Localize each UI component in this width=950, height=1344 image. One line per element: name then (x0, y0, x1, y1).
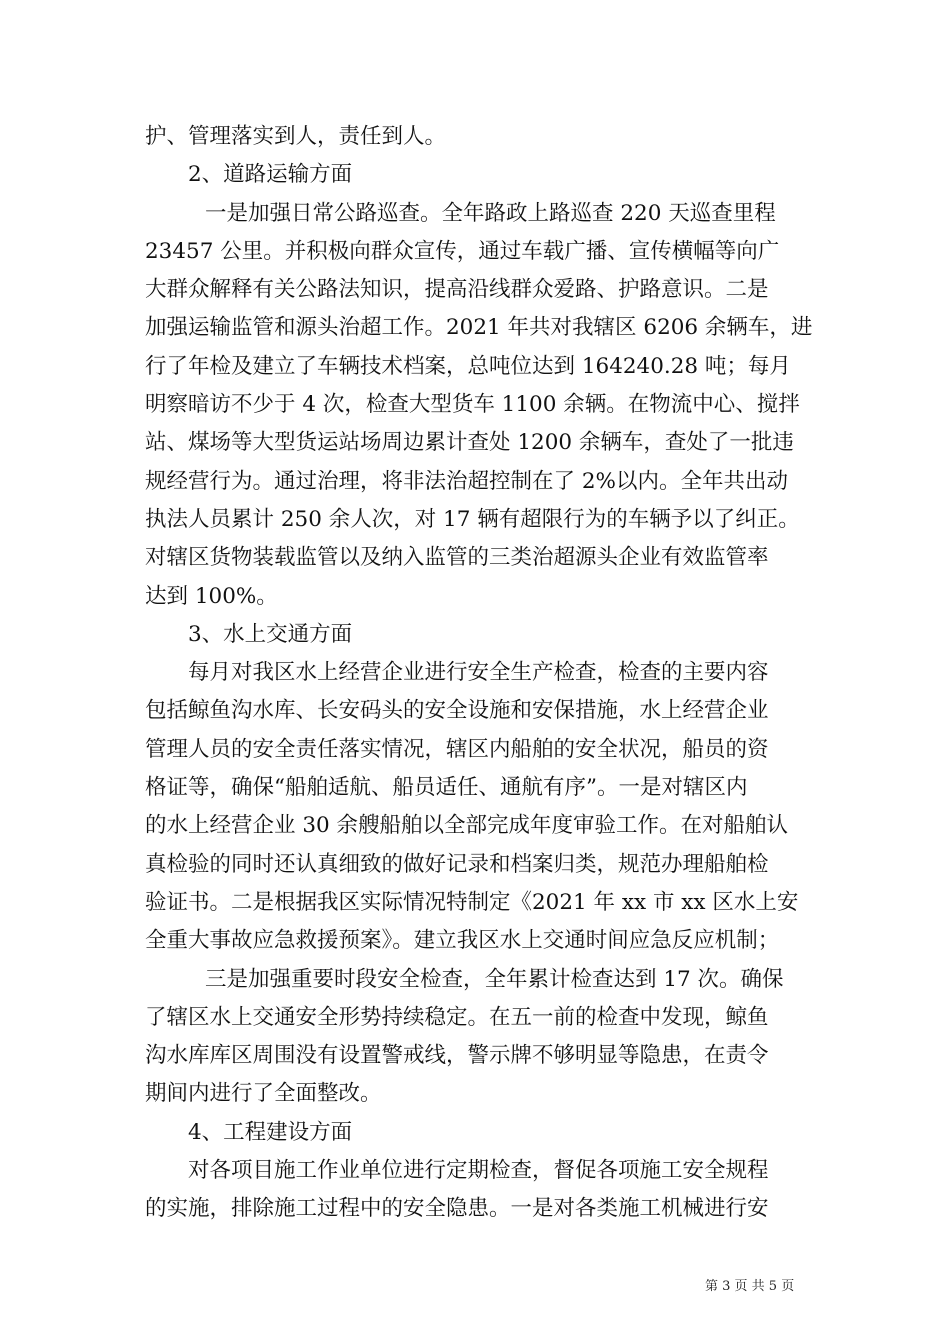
text-line: 真检验的同时还认真细致的做好记录和档案归类，规范办理船舶检 (145, 851, 769, 877)
text-line: 全重大事故应急救援预案》。建立我区水上交通时间应急反应机制； (145, 928, 780, 954)
page-number: 第 3 页 共 5 页 (705, 1279, 795, 1294)
text-line: 对辖区货物装载监管以及纳入监管的三类治超源头企业有效监管率 (145, 545, 769, 571)
text-line: 加强运输监管和源头治超工作。2021 年共对我辖区 6206 余辆车，进 (145, 315, 813, 341)
text-line: 的水上经营企业 30 余艘船舶以全部完成年度审验工作。在对船舶认 (145, 813, 789, 839)
text-line: 了辖区水上交通安全形势持续稳定。在五一前的检查中发现，鲸鱼 (145, 1004, 769, 1030)
section-heading-road-transport: 2、道路运输方面 (188, 162, 353, 188)
text-line: 验证书。二是根据我区实际情况特制定《2021 年 xx 市 xx 区水上安 (145, 889, 799, 915)
text-line: 大群众解释有关公路法知识，提高沿线群众爱路、护路意识。二是 (145, 277, 769, 303)
text-line: 期间内进行了全面整改。 (145, 1081, 382, 1107)
text-line: 23457 公里。并积极向群众宣传，通过车载广播、宣传横幅等向广 (145, 238, 780, 264)
text-line: 规经营行为。通过治理，将非法治超控制在了 2%以内。全年共出动 (145, 468, 788, 494)
text-line: 每月对我区水上经营企业进行安全生产检查，检查的主要内容 (188, 660, 769, 686)
text-line: 达到 100%。 (145, 583, 278, 609)
text-line: 护、管理落实到人，责任到人。 (145, 124, 447, 149)
text-line: 明察暗访不少于 4 次，检查大型货车 1100 余辆。在物流中心、搅拌 (145, 392, 800, 418)
text-line: 的实施，排除施工过程中的安全隐患。一是对各类施工机械进行安 (145, 1196, 769, 1222)
text-line: 行了年检及建立了车辆技术档案，总吨位达到 164240.28 吨；每月 (145, 353, 791, 379)
text-line: 三是加强重要时段安全检查，全年累计检查达到 17 次。确保 (205, 966, 784, 992)
text-line: 站、煤场等大型货运站场周边累计查处 1200 余辆车，查处了一批违 (145, 430, 794, 456)
text-line: 对各项目施工作业单位进行定期检查，督促各项施工安全规程 (188, 1158, 769, 1184)
text-line: 一是加强日常公路巡查。全年路政上路巡查 220 天巡查里程 (205, 200, 776, 226)
document-body (145, 118, 813, 1229)
text-line: 包括鲸鱼沟水库、长安码头的安全设施和安保措施，水上经营企业 (145, 698, 769, 724)
section-heading-construction: 4、工程建设方面 (188, 1119, 353, 1145)
section-heading-water-traffic: 3、水上交通方面 (188, 621, 353, 647)
text-line: 格证等，确保“船舶适航、船员适任、通航有序”。一是对辖区内 (145, 775, 748, 801)
text-line: 管理人员的安全责任落实情况，辖区内船舶的安全状况，船员的资 (145, 736, 769, 762)
text-line: 执法人员累计 250 余人次，对 17 辆有超限行为的车辆予以了纠正。 (145, 506, 800, 532)
text-line: 沟水库库区周围没有设置警戒线，警示牌不够明显等隐患，在责令 (145, 1043, 769, 1069)
